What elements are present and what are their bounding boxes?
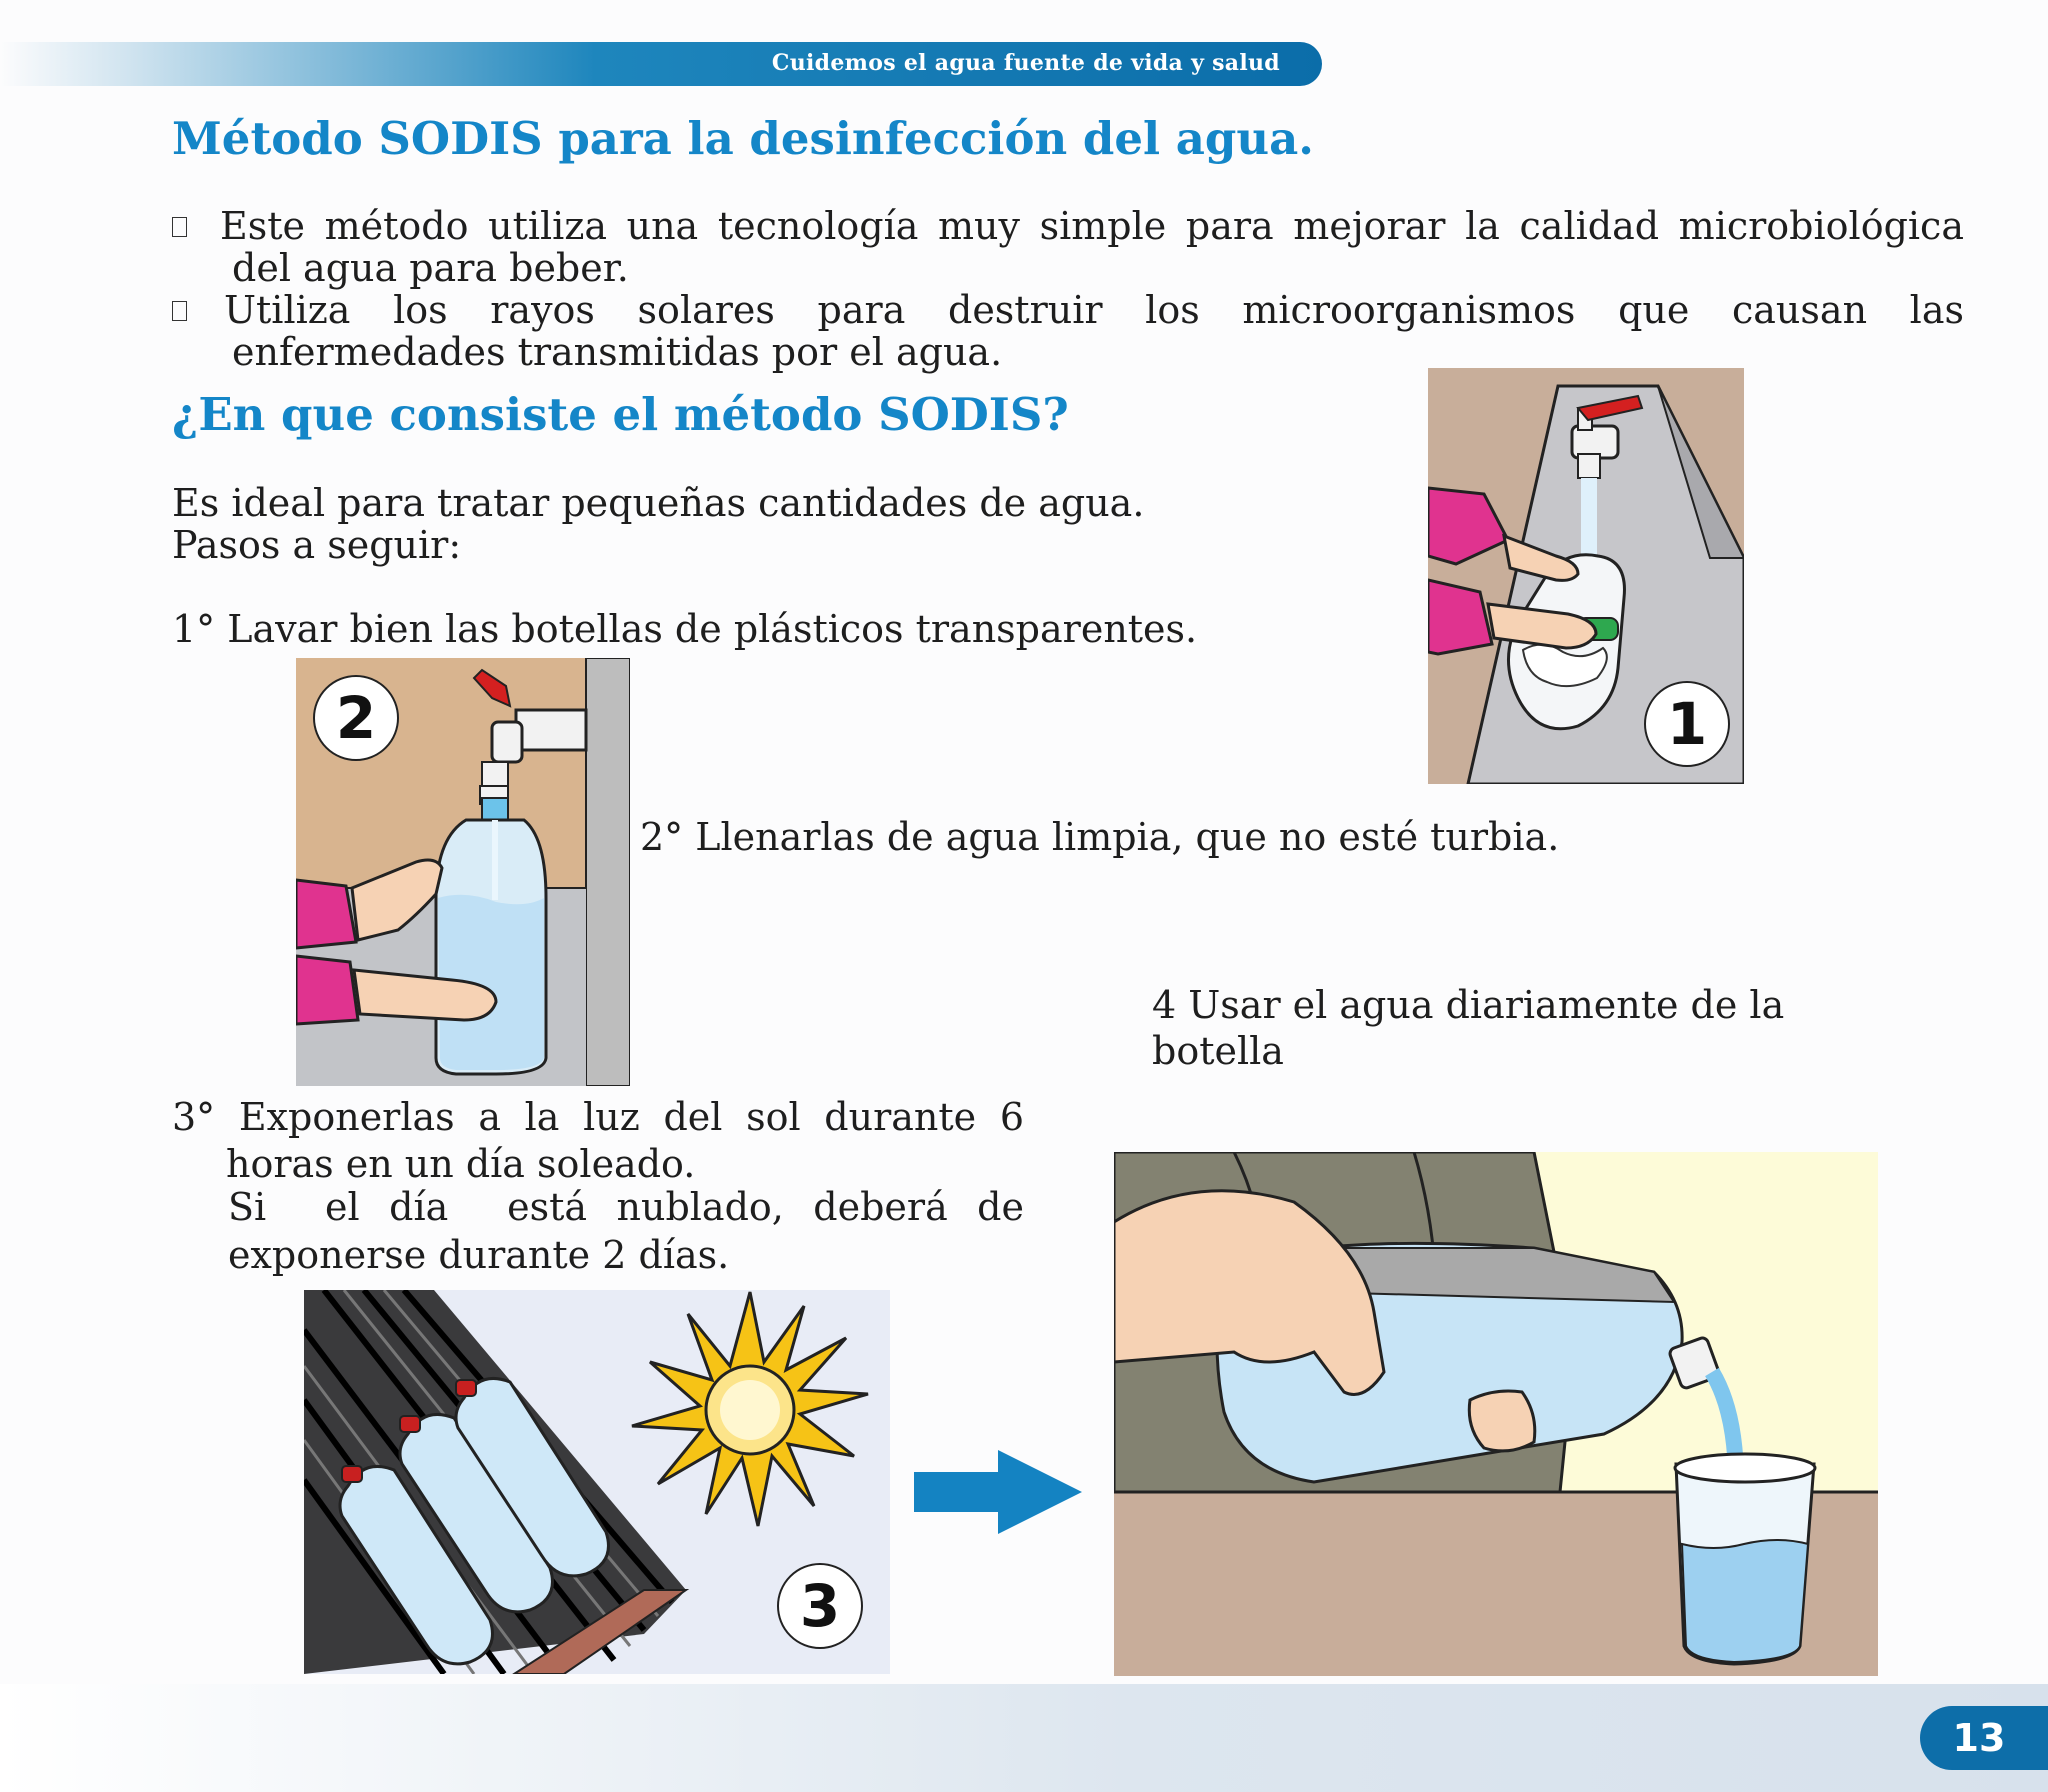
illustration-1-number: 1 <box>1666 690 1708 758</box>
section-subtitle: ¿En que consiste el método SODIS? <box>172 388 1069 441</box>
step-2-text: 2° Llenarlas de agua limpia, que no esté turbia. <box>640 815 1560 859</box>
header-banner <box>0 42 1322 86</box>
bullet-2-line1: Utiliza los rayos solares para destruir los microorganismos que causan las <box>224 288 1964 332</box>
illustration-2-number: 2 <box>335 684 377 752</box>
page-title: Método SODIS para la desinfección del agua. <box>172 112 1314 165</box>
intro-line2: Pasos a seguir: <box>172 523 462 567</box>
step-1-text: 1° Lavar bien las botellas de plásticos transparentes. <box>172 607 1198 651</box>
step-4-line2: botella <box>1152 1029 1284 1073</box>
arrow-right-icon <box>910 1446 1086 1538</box>
step-4-line1: 4 Usar el agua diariamente de la <box>1152 983 1785 1027</box>
intro-line1: Es ideal para tratar pequeñas cantidades de agua. <box>172 481 1145 525</box>
step-3-line1: 3° Exponerlas a la luz del sol durante 6 <box>172 1095 1024 1139</box>
header-text: Cuidemos el agua fuente de vida y salud <box>771 50 1280 76</box>
bullet-box-icon <box>172 217 187 237</box>
illustration-fill-bottle <box>296 658 630 1086</box>
bullet-1-line2: del agua para beber. <box>232 246 629 290</box>
step-3-line2: horas en un día soleado. <box>226 1142 696 1186</box>
bullet-1 <box>174 205 1964 247</box>
bullet-1-line1: Este método utiliza una tecnología muy simple para mejorar la calidad microbiológica <box>220 204 1964 248</box>
bullet-2 <box>174 289 1964 331</box>
illustration-wash-bottle <box>1428 368 1744 784</box>
bullet-2-line2: enfermedades transmitidas por el agua. <box>232 330 1003 374</box>
step-3-line3: Si el día está nublado, deberá de <box>228 1185 1024 1229</box>
illustration-3-number: 3 <box>799 1572 841 1640</box>
illustration-sun-exposure <box>304 1290 890 1674</box>
step-3-line4: exponerse durante 2 días. <box>228 1233 730 1277</box>
footer-band <box>0 1684 2048 1792</box>
page-number: 13 <box>1920 1706 2048 1770</box>
illustration-pour-water <box>1114 1152 1878 1676</box>
bullet-box-icon <box>172 301 187 321</box>
